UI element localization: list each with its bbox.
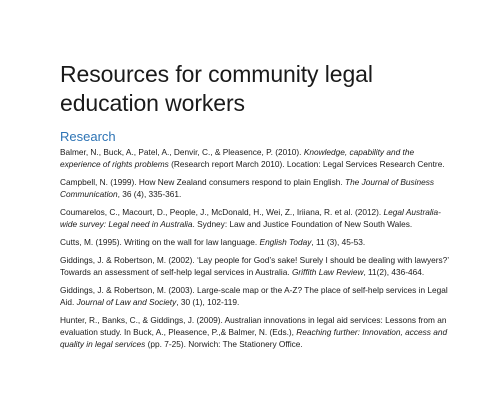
reference-text: , 11 (3), 45-53. (311, 236, 366, 247)
reference-text: Cutts, M. (1995). Writing on the wall for law language. (60, 236, 260, 247)
page-title: Resources for community legal education workers (60, 61, 373, 116)
reference-title: Griffith Law Review (291, 266, 364, 277)
document-page (60, 60, 452, 356)
reference-title: Knowledge, capability and the experience of rights problems (60, 147, 415, 170)
reference-text: Campbell, N. (1999). How New Zealand consumers respond to plain English. (60, 176, 345, 187)
reference-item (60, 254, 452, 279)
reference-text: Balmer, N., Buck, A., Patel, A., Denvir, C., & Pleasence, P. (2010). (60, 147, 304, 157)
reference-item (60, 236, 452, 248)
reference-text: Giddings, J. & Robertson, M. (2003). Large-scale map or the A-Z? The place of self-help services in Legal Aid. (60, 284, 448, 307)
reference-text: , 36 (4), 335-361. (117, 189, 182, 200)
reference-title: Legal Australia-wide survey: Legal need in Australia (60, 206, 441, 230)
reference-item (60, 284, 452, 309)
reference-text: Giddings, J. & Robertson, M. (2002). ‘Lay people for God’s sake! Surely I should be dealing with lawyers?’ Towards an assessment of self-help legal services in Australia. (60, 254, 449, 277)
reference-text: (pp. 7-25). Norwich: The Stationery Office. (145, 339, 303, 350)
reference-text: Coumarelos, C., Macourt, D., People, J., McDonald, H., Wei, Z., Iriiana, R. et al. (2012). (60, 206, 384, 217)
reference-text: (Research report March 2010). Location: Legal Services Research Centre. (168, 159, 445, 170)
reference-title: Journal of Law and Society (76, 296, 177, 307)
reference-item (60, 314, 452, 351)
reference-item (60, 176, 452, 201)
reference-list (60, 146, 452, 351)
section-heading-research: Research (60, 129, 116, 144)
reference-text: Hunter, R., Banks, C., & Giddings, J. (2009). Australian innovations in legal aid services: Lessons from an evaluation study. In Buck, A., Pleasence, P.,& Balmer, N. (Eds.), (60, 314, 447, 337)
reference-text: . Sydney: Law and Justice Foundation of New South Wales. (192, 219, 413, 230)
reference-text: , 30 (1), 102-119. (176, 296, 240, 307)
reference-item (60, 146, 452, 171)
reference-item (60, 206, 452, 231)
reference-title: English Today (259, 236, 312, 247)
reference-title: The Journal of Business Communication (60, 176, 435, 200)
reference-text: , 11(2), 436-464. (363, 266, 425, 277)
reference-title: Reaching further: Innovation, access and quality in legal services (60, 326, 448, 350)
